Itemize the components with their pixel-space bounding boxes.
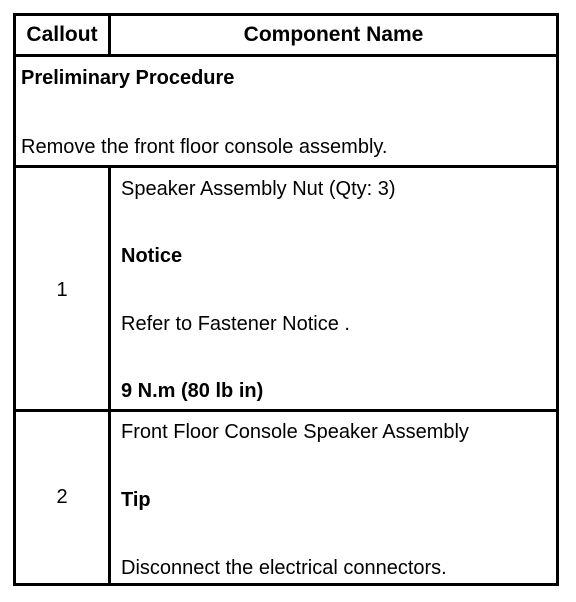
component-name-1: Speaker Assembly Nut (Qty: 3) bbox=[121, 178, 396, 200]
table-row-1-callout-cell bbox=[16, 168, 108, 409]
table-row-1-component-cell bbox=[111, 168, 556, 409]
component-name-2: Front Floor Console Speaker Assembly bbox=[121, 421, 469, 443]
preliminary-text: Remove the front floor console assembly. bbox=[21, 136, 388, 158]
preliminary-title: Preliminary Procedure bbox=[21, 67, 235, 89]
tip-text: Disconnect the electrical connectors. bbox=[121, 557, 447, 579]
callout-column-divider bbox=[108, 165, 111, 583]
header-callout: Callout bbox=[26, 23, 98, 46]
header-component-name: Component Name bbox=[243, 23, 424, 46]
preliminary-section bbox=[16, 57, 556, 165]
table-row-2-component-cell bbox=[111, 412, 556, 583]
procedure-table bbox=[13, 13, 559, 586]
callout-number-1: 1 bbox=[56, 279, 68, 301]
tip-label: Tip bbox=[121, 489, 151, 511]
callout-number-2: 2 bbox=[56, 486, 68, 508]
torque-spec: 9 N.m (80 lb in) bbox=[121, 380, 264, 402]
header-divider bbox=[108, 16, 111, 54]
notice-text: Refer to Fastener Notice . bbox=[121, 313, 350, 335]
notice-label: Notice bbox=[121, 245, 183, 267]
table-row-2-callout-cell bbox=[16, 412, 108, 583]
